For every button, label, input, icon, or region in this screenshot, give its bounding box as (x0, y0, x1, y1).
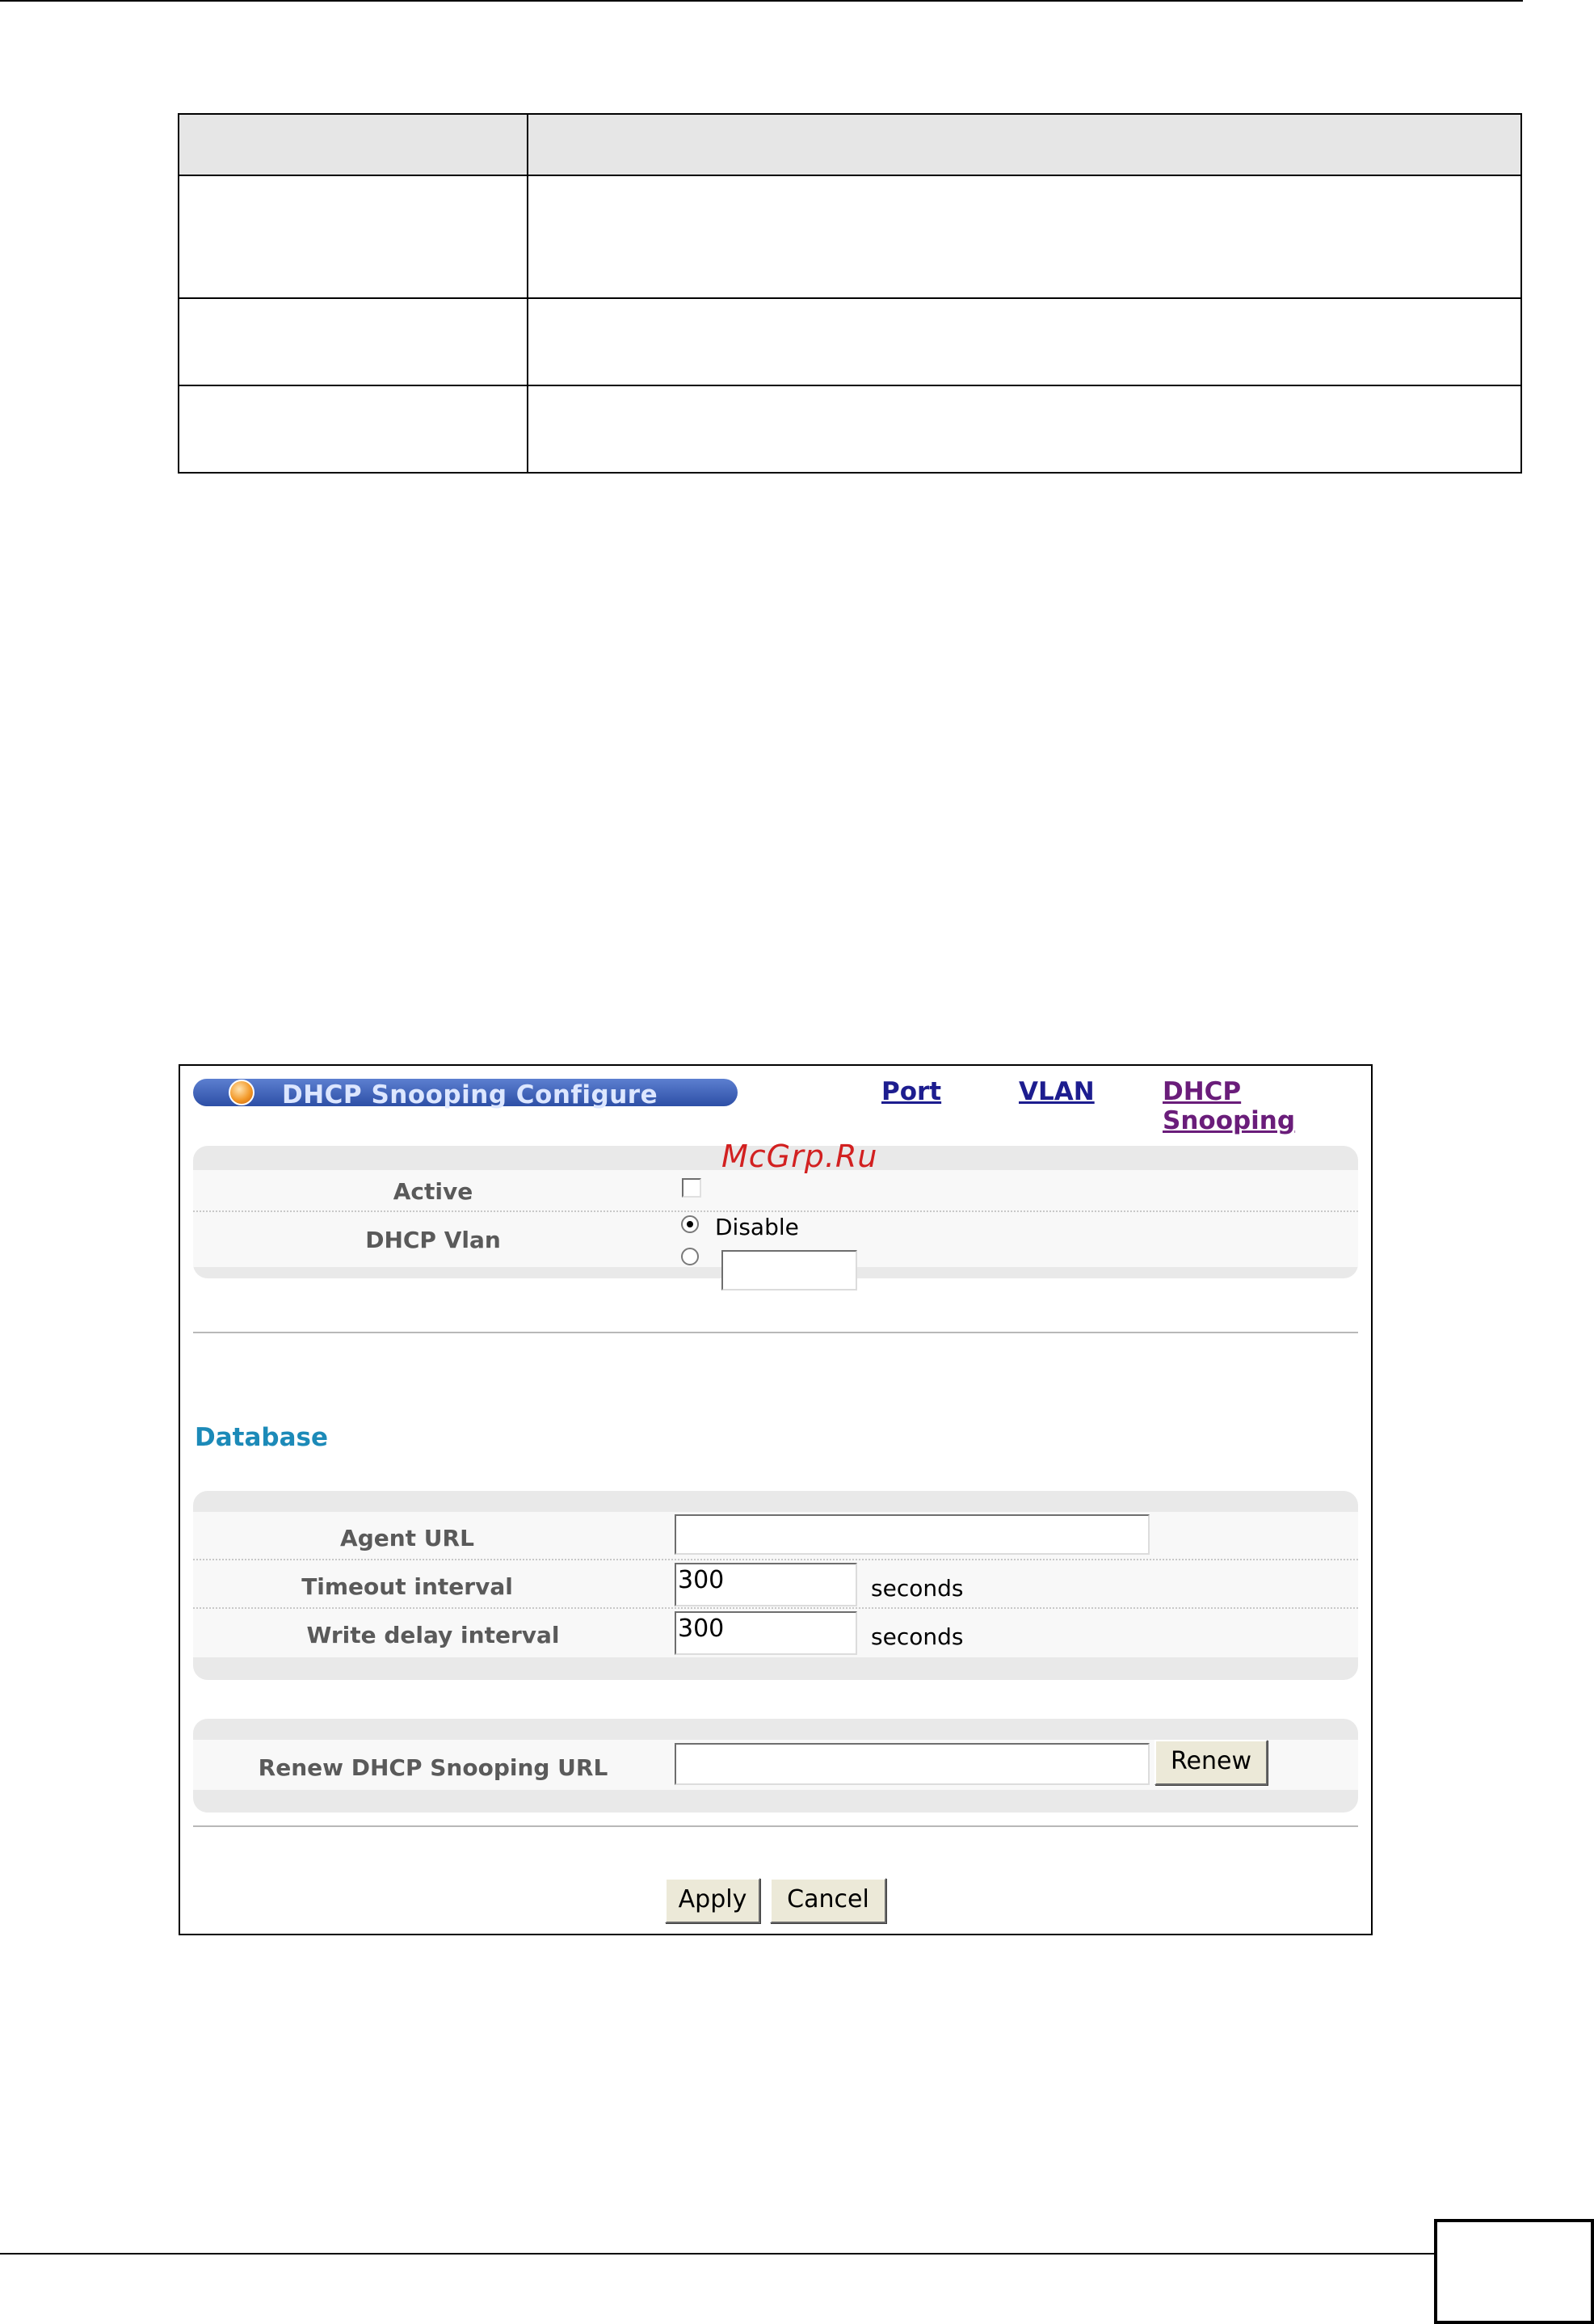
write-delay-label: Write delay interval (306, 1622, 560, 1648)
renew-button[interactable]: Renew (1154, 1740, 1268, 1785)
table-cell (528, 298, 1521, 385)
table-cell (528, 175, 1521, 298)
database-section-title: Database (195, 1423, 328, 1452)
nav-link-port[interactable]: Port (881, 1077, 942, 1106)
table-row (179, 298, 1521, 385)
renew-url-input[interactable] (675, 1743, 1150, 1785)
agent-url-input[interactable] (675, 1514, 1150, 1555)
title-bar (193, 1079, 738, 1109)
dhcp-vlan-disable-label: Disable (715, 1214, 799, 1240)
description-table (178, 113, 1522, 474)
agent-url-label: Agent URL (340, 1525, 474, 1551)
timeout-unit: seconds (871, 1575, 964, 1602)
renew-url-label: Renew DHCP Snooping URL (258, 1754, 608, 1781)
watermark-text: McGrp.Ru (721, 1139, 878, 1174)
table-row (179, 385, 1521, 473)
divider (193, 1332, 1358, 1333)
top-rule (0, 0, 1523, 2)
active-row (193, 1170, 1358, 1212)
orb-icon (224, 1080, 261, 1105)
dhcp-vlan-id-input[interactable] (721, 1250, 857, 1290)
table-header-label (179, 114, 528, 175)
nav-link-vlan[interactable]: VLAN (1019, 1077, 1095, 1106)
active-label: Active (393, 1178, 473, 1205)
write-delay-interval-input[interactable]: 300 (675, 1611, 857, 1655)
nav-link-dhcp-snooping[interactable]: DHCP Snooping (1163, 1077, 1296, 1135)
timeout-interval-input[interactable]: 300 (675, 1563, 857, 1606)
cancel-button[interactable]: Cancel (770, 1878, 886, 1923)
table-cell (528, 385, 1521, 473)
divider (193, 1825, 1358, 1827)
table-header-description (528, 114, 1521, 175)
table-header-row (179, 114, 1521, 175)
dhcp-vlan-disable-radio[interactable] (681, 1215, 699, 1233)
dhcp-vlan-label: DHCP Vlan (365, 1227, 501, 1253)
dhcp-snooping-screen (179, 1064, 1373, 1935)
table-cell (179, 175, 528, 298)
table-cell (179, 385, 528, 473)
active-checkbox[interactable] (682, 1178, 701, 1198)
bottom-rule (0, 2253, 1438, 2255)
table-cell (179, 298, 528, 385)
dhcp-vlan-id-radio[interactable] (681, 1248, 699, 1265)
timeout-label: Timeout interval (301, 1573, 513, 1600)
page-number-box (1434, 2219, 1594, 2324)
write-delay-unit: seconds (871, 1623, 964, 1650)
apply-button[interactable]: Apply (665, 1878, 760, 1923)
page-title: DHCP Snooping Configure (282, 1080, 658, 1109)
table-row (179, 175, 1521, 298)
